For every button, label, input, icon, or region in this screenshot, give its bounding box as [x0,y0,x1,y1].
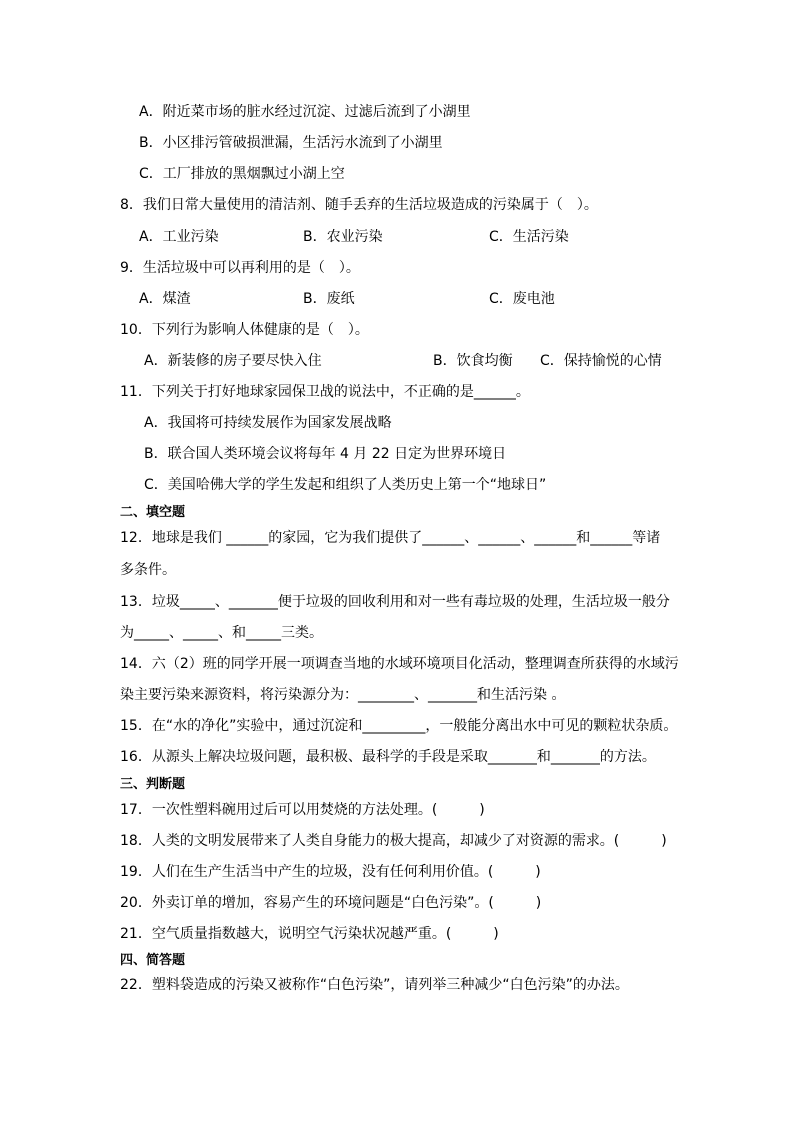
q8-stem: 8．我们日常大量使用的清洁剂、随手丢弃的生活垃圾造成的污染属于（ ）。 [120,197,598,213]
q10-option-b: B．饮食均衡 [433,353,513,369]
q7-option-a: A．附近菜市场的脏水经过沉淀、过滤后流到了小湖里 [139,104,471,120]
q20: 20．外卖订单的增加，容易产生的环境问题是“白色污染”。( ) [120,895,542,911]
q13-line-2: 为_____、_____、和_____三类。 [120,625,323,641]
q11-option-b: B．联合国人类环境会议将每年 4 月 22 日定为世界环境日 [144,446,507,462]
q11-option-a: A．我国将可持续发展作为国家发展战略 [144,415,392,431]
q14-line-2: 染主要污染来源资料，将污染源分为：________、_______和生活污染 。 [120,687,566,703]
q13-line-1: 13．垃圾_____、_______便于垃圾的回收利用和对一些有毒垃圾的处理，生活垃圾一般分 [120,594,670,610]
q8-option-c: C．生活污染 [489,229,569,245]
q10-stem: 10．下列行为影响人体健康的是（ ）。 [120,322,369,338]
q10-option-a: A．新装修的房子要尽快入住 [144,353,322,369]
q11-option-c: C．美国哈佛大学的学生发起和组织了人类历史上第一个“地球日” [144,477,547,493]
q21: 21．空气质量指数越大，说明空气污染状况越严重。( ) [120,926,499,942]
q12-line-2: 多条件。 [120,562,176,578]
section-heading-fill-in: 二、填空题 [120,505,186,520]
q15: 15．在“水的净化”实验中，通过沉淀和_________，一般能分离出水中可见的颗粒状杂质。 [120,718,678,734]
q8-option-b: B．农业污染 [303,229,383,245]
q16: 16．从源头上解决垃圾问题，最积极、最科学的手段是采取_______和_______的方法。 [120,749,656,765]
section-heading-true-false: 三、判断题 [120,777,186,792]
q11-stem: 11．下列关于打好地球家园保卫战的说法中，不正确的是______。 [120,384,530,400]
q19: 19．人们在生产生活当中产生的垃圾，没有任何利用价值。( ) [120,864,541,880]
q9-option-a: A．煤渣 [139,291,191,307]
q9-option-c: C．废电池 [489,291,555,307]
q10-option-c: C．保持愉悦的心情 [540,353,662,369]
q18: 18．人类的文明发展带来了人类自身能力的极大提高，却减少了对资源的需求。( ) [120,833,667,849]
q7-option-c: C．工厂排放的黑烟飘过小湖上空 [139,166,345,182]
q9-stem: 9．生活垃圾中可以再利用的是（ ）。 [120,260,360,276]
q9-option-b: B．废纸 [303,291,355,307]
q12-line-1: 12．地球是我们 ______的家园，它为我们提供了______、______、______和______等诸 [120,530,661,546]
section-heading-short-answer: 四、简答题 [120,953,186,968]
q7-option-b: B．小区排污管破损泄漏，生活污水流到了小湖里 [139,135,443,151]
q17: 17．一次性塑料碗用过后可以用焚烧的方法处理。( ) [120,802,485,818]
q8-option-a: A．工业污染 [139,229,219,245]
q22: 22．塑料袋造成的污染又被称作“白色污染”，请列举三种减少“白色污染”的办法。 [120,977,629,993]
q14-line-1: 14．六（2）班的同学开展一项调查当地的水域环境项目化活动，整理调查所获得的水域污 [120,656,679,672]
